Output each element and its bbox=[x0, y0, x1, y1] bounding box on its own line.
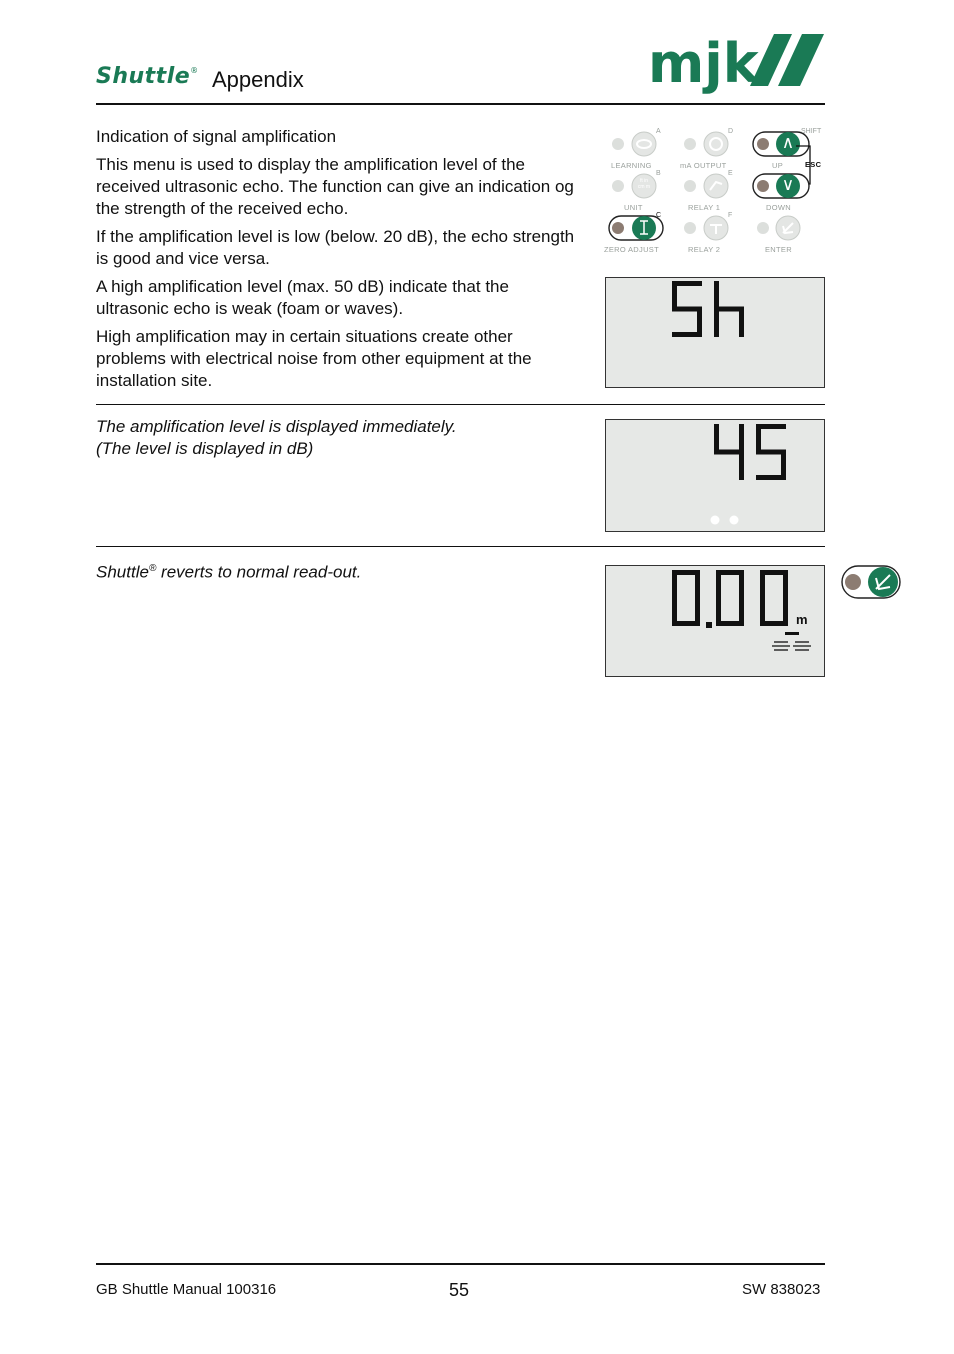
revert-note: Shuttle® reverts to normal read-out. bbox=[96, 562, 362, 582]
key-label: DOWN bbox=[766, 203, 791, 212]
paragraph: High amplification may in certain situations create other problems with electrical noise from other equipment at the installation site. bbox=[96, 327, 532, 390]
lcd-segment bbox=[672, 570, 677, 598]
key-letter: D bbox=[728, 128, 734, 135]
key-letter: C bbox=[656, 212, 662, 219]
section-divider bbox=[96, 404, 825, 405]
down-arrow-icon: ∨ bbox=[781, 175, 795, 195]
key-label: LEARNING bbox=[611, 161, 652, 170]
lcd-segment bbox=[672, 281, 677, 309]
lcd-segment bbox=[760, 570, 765, 598]
keypad bbox=[598, 126, 830, 256]
lcd-segment bbox=[756, 475, 786, 480]
lcd-segment bbox=[716, 598, 721, 626]
key-label: ENTER bbox=[765, 245, 792, 254]
lcd-segment bbox=[739, 309, 744, 337]
enter-key-callout[interactable] bbox=[840, 563, 904, 608]
footer-document: GB Shuttle Manual 100316 bbox=[96, 1281, 277, 1298]
lcd-display-menu bbox=[605, 277, 825, 388]
lcd-segments bbox=[606, 566, 824, 676]
lcd-display-readout bbox=[605, 565, 825, 677]
logo-text: mjk bbox=[648, 32, 759, 95]
indicator-dot bbox=[730, 516, 739, 525]
unit-icon: ft in cm m bbox=[637, 178, 651, 190]
key-letter: B bbox=[656, 170, 661, 177]
key-label: UP bbox=[772, 161, 784, 170]
key-down[interactable] bbox=[752, 172, 812, 205]
registered-mark: ® bbox=[190, 66, 199, 75]
footer-divider bbox=[96, 1263, 825, 1265]
lcd-segment bbox=[739, 570, 744, 598]
lcd-segment bbox=[760, 598, 765, 626]
paragraph: This menu is used to display the amplification level of the received ultrasonic echo. The function can give an indication og the strength of the received echo. bbox=[96, 155, 574, 218]
key-label: mA OUTPUT bbox=[680, 161, 727, 170]
key-letter: E bbox=[728, 170, 733, 177]
key-label: UNIT bbox=[624, 203, 643, 212]
key-enter[interactable] bbox=[752, 214, 808, 247]
lcd-segment bbox=[714, 309, 719, 337]
brand-wordmark bbox=[96, 64, 199, 89]
key-letter: F bbox=[728, 212, 733, 219]
key-label: ZERO ADJUST bbox=[604, 245, 659, 254]
page-title: Appendix bbox=[212, 67, 304, 92]
section-divider bbox=[96, 546, 825, 547]
lcd-segments bbox=[606, 278, 824, 387]
lcd-segment bbox=[695, 570, 700, 598]
section-heading: Indication of signal amplification bbox=[96, 127, 337, 146]
footer-software-version: SW 838023 bbox=[742, 1281, 821, 1298]
header-divider bbox=[96, 103, 825, 105]
lcd-segment bbox=[783, 570, 788, 598]
lcd-segment bbox=[714, 281, 719, 309]
paragraph: If the amplification level is low (below. 20 dB), the echo strength is good and vice versa. bbox=[96, 227, 575, 268]
key-label: RELAY 2 bbox=[688, 245, 721, 254]
page-number: 55 bbox=[449, 1280, 470, 1300]
lcd-segments bbox=[606, 420, 824, 531]
note-line: The amplification level is displayed immediately. bbox=[96, 417, 457, 436]
key-label: RELAY 1 bbox=[688, 203, 721, 212]
key-letter: SHIFT bbox=[801, 128, 822, 135]
brand-name: Shuttle bbox=[96, 64, 191, 89]
lcd-segment bbox=[739, 452, 744, 480]
note-line: (The level is displayed in dB) bbox=[96, 439, 314, 458]
level-bar-icon bbox=[785, 632, 799, 635]
wave-icon bbox=[772, 642, 811, 650]
lcd-segment bbox=[756, 424, 761, 452]
decimal-point bbox=[706, 622, 712, 628]
lcd-segment bbox=[714, 424, 719, 452]
lcd-segment bbox=[716, 570, 721, 598]
lcd-unit: m bbox=[796, 612, 808, 627]
lcd-segment bbox=[672, 598, 677, 626]
key-letter: A bbox=[656, 128, 661, 135]
lcd-display-value bbox=[605, 419, 825, 532]
paragraph: A high amplification level (max. 50 dB) indicate that the ultrasonic echo is weak (foam or waves). bbox=[96, 277, 509, 318]
up-arrow-icon: ∧ bbox=[781, 133, 795, 153]
esc-label: ESC bbox=[805, 160, 822, 169]
lcd-segment bbox=[672, 332, 702, 337]
lcd-segment bbox=[739, 424, 744, 452]
indicator-dot bbox=[711, 516, 720, 525]
mjk-logo bbox=[646, 30, 826, 102]
